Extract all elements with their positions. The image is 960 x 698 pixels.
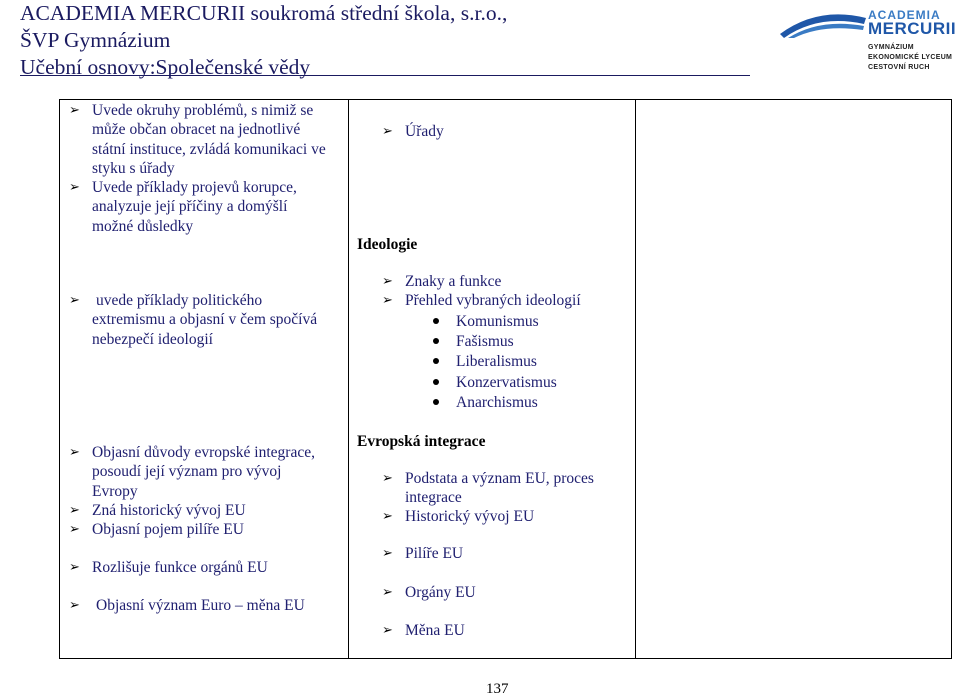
topic-text: Podstata a význam EU, proces integrace bbox=[405, 470, 594, 507]
round-bullet-icon bbox=[433, 379, 439, 385]
document-header bbox=[20, 0, 507, 81]
outcome-text: Uvede příklady projevů korupce, analyzuje její příčiny a domýšlí možné důsledky bbox=[92, 179, 297, 235]
round-bullet-icon bbox=[433, 318, 439, 324]
outcome-text: Uvede okruhy problémů, s nimiž se může občan obracet na jednotlivé státní instituce, zvládá komunikaci ve styku s úřady bbox=[92, 102, 326, 177]
outcome-text: Objasní pojem pilíře EU bbox=[92, 521, 244, 538]
arrow-bullet-icon: ➢ bbox=[382, 471, 393, 486]
page-number: 137 bbox=[486, 681, 509, 697]
topic-text: Měna EU bbox=[405, 622, 465, 639]
outcome-text: uvede příklady politického extremismu a objasní v čem spočívá nebezpečí ideologií bbox=[92, 292, 318, 348]
ideologie-heading: Ideologie bbox=[357, 236, 418, 253]
logo-arc-icon bbox=[778, 4, 868, 38]
round-bullet-icon bbox=[433, 338, 439, 344]
ideology-item: Konzervatismus bbox=[456, 374, 557, 391]
outcome-text: Objasní význam Euro – měna EU bbox=[96, 597, 305, 614]
logo-academia-text: ACADEMIA bbox=[868, 8, 941, 22]
arrow-bullet-icon: ➢ bbox=[69, 293, 80, 308]
outcome-text: Zná historický vývoj EU bbox=[92, 502, 246, 519]
arrow-bullet-icon: ➢ bbox=[69, 103, 80, 118]
ideology-item: Komunismus bbox=[456, 313, 539, 330]
logo-subtitle-1: GYMNÁZIUM bbox=[868, 44, 914, 51]
header-curriculum: Učební osnovy:Společenské vědy bbox=[20, 55, 311, 79]
arrow-bullet-icon: ➢ bbox=[69, 445, 80, 460]
topic-text: Přehled vybraných ideologií bbox=[405, 292, 581, 309]
arrow-bullet-icon: ➢ bbox=[382, 546, 393, 561]
arrow-bullet-icon: ➢ bbox=[69, 180, 80, 195]
header-school-name: ACADEMIA MERCURII soukromá střední škola, s.r.o., bbox=[20, 1, 508, 25]
topic-text: Pilíře EU bbox=[405, 545, 464, 562]
arrow-bullet-icon: ➢ bbox=[382, 274, 393, 289]
topic-text: Orgány EU bbox=[405, 584, 476, 601]
arrow-bullet-icon: ➢ bbox=[382, 293, 393, 308]
eu-heading: Evropská integrace bbox=[357, 433, 486, 450]
topic-text: Historický vývoj EU bbox=[405, 508, 535, 525]
outcome-text: Rozlišuje funkce orgánů EU bbox=[92, 559, 268, 576]
header-program: ŠVP Gymnázium bbox=[20, 28, 171, 52]
arrow-bullet-icon: ➢ bbox=[382, 124, 393, 139]
table-column-divider-2 bbox=[635, 99, 636, 659]
table-column-divider-1 bbox=[348, 99, 349, 659]
ideology-item: Fašismus bbox=[456, 333, 514, 350]
arrow-bullet-icon: ➢ bbox=[69, 598, 80, 613]
arrow-bullet-icon: ➢ bbox=[69, 503, 80, 518]
logo-mercurii-text: MERCURII bbox=[868, 19, 957, 38]
outcome-text: Objasní důvody evropské integrace, posoudí její význam pro vývoj Evropy bbox=[92, 444, 315, 500]
logo-subtitle-3: CESTOVNÍ RUCH bbox=[868, 64, 930, 71]
arrow-bullet-icon: ➢ bbox=[69, 560, 80, 575]
ideology-item: Liberalismus bbox=[456, 353, 537, 370]
logo-subtitle-2: EKONOMICKÉ LYCEUM bbox=[868, 54, 953, 61]
header-underline bbox=[20, 75, 750, 76]
round-bullet-icon bbox=[433, 399, 439, 405]
arrow-bullet-icon: ➢ bbox=[382, 585, 393, 600]
arrow-bullet-icon: ➢ bbox=[69, 522, 80, 537]
topic-text: Úřady bbox=[405, 123, 444, 140]
ideology-item: Anarchismus bbox=[456, 394, 538, 411]
school-logo bbox=[778, 4, 957, 76]
round-bullet-icon bbox=[433, 358, 439, 364]
arrow-bullet-icon: ➢ bbox=[382, 509, 393, 524]
arrow-bullet-icon: ➢ bbox=[382, 623, 393, 638]
topic-text: Znaky a funkce bbox=[405, 273, 502, 290]
